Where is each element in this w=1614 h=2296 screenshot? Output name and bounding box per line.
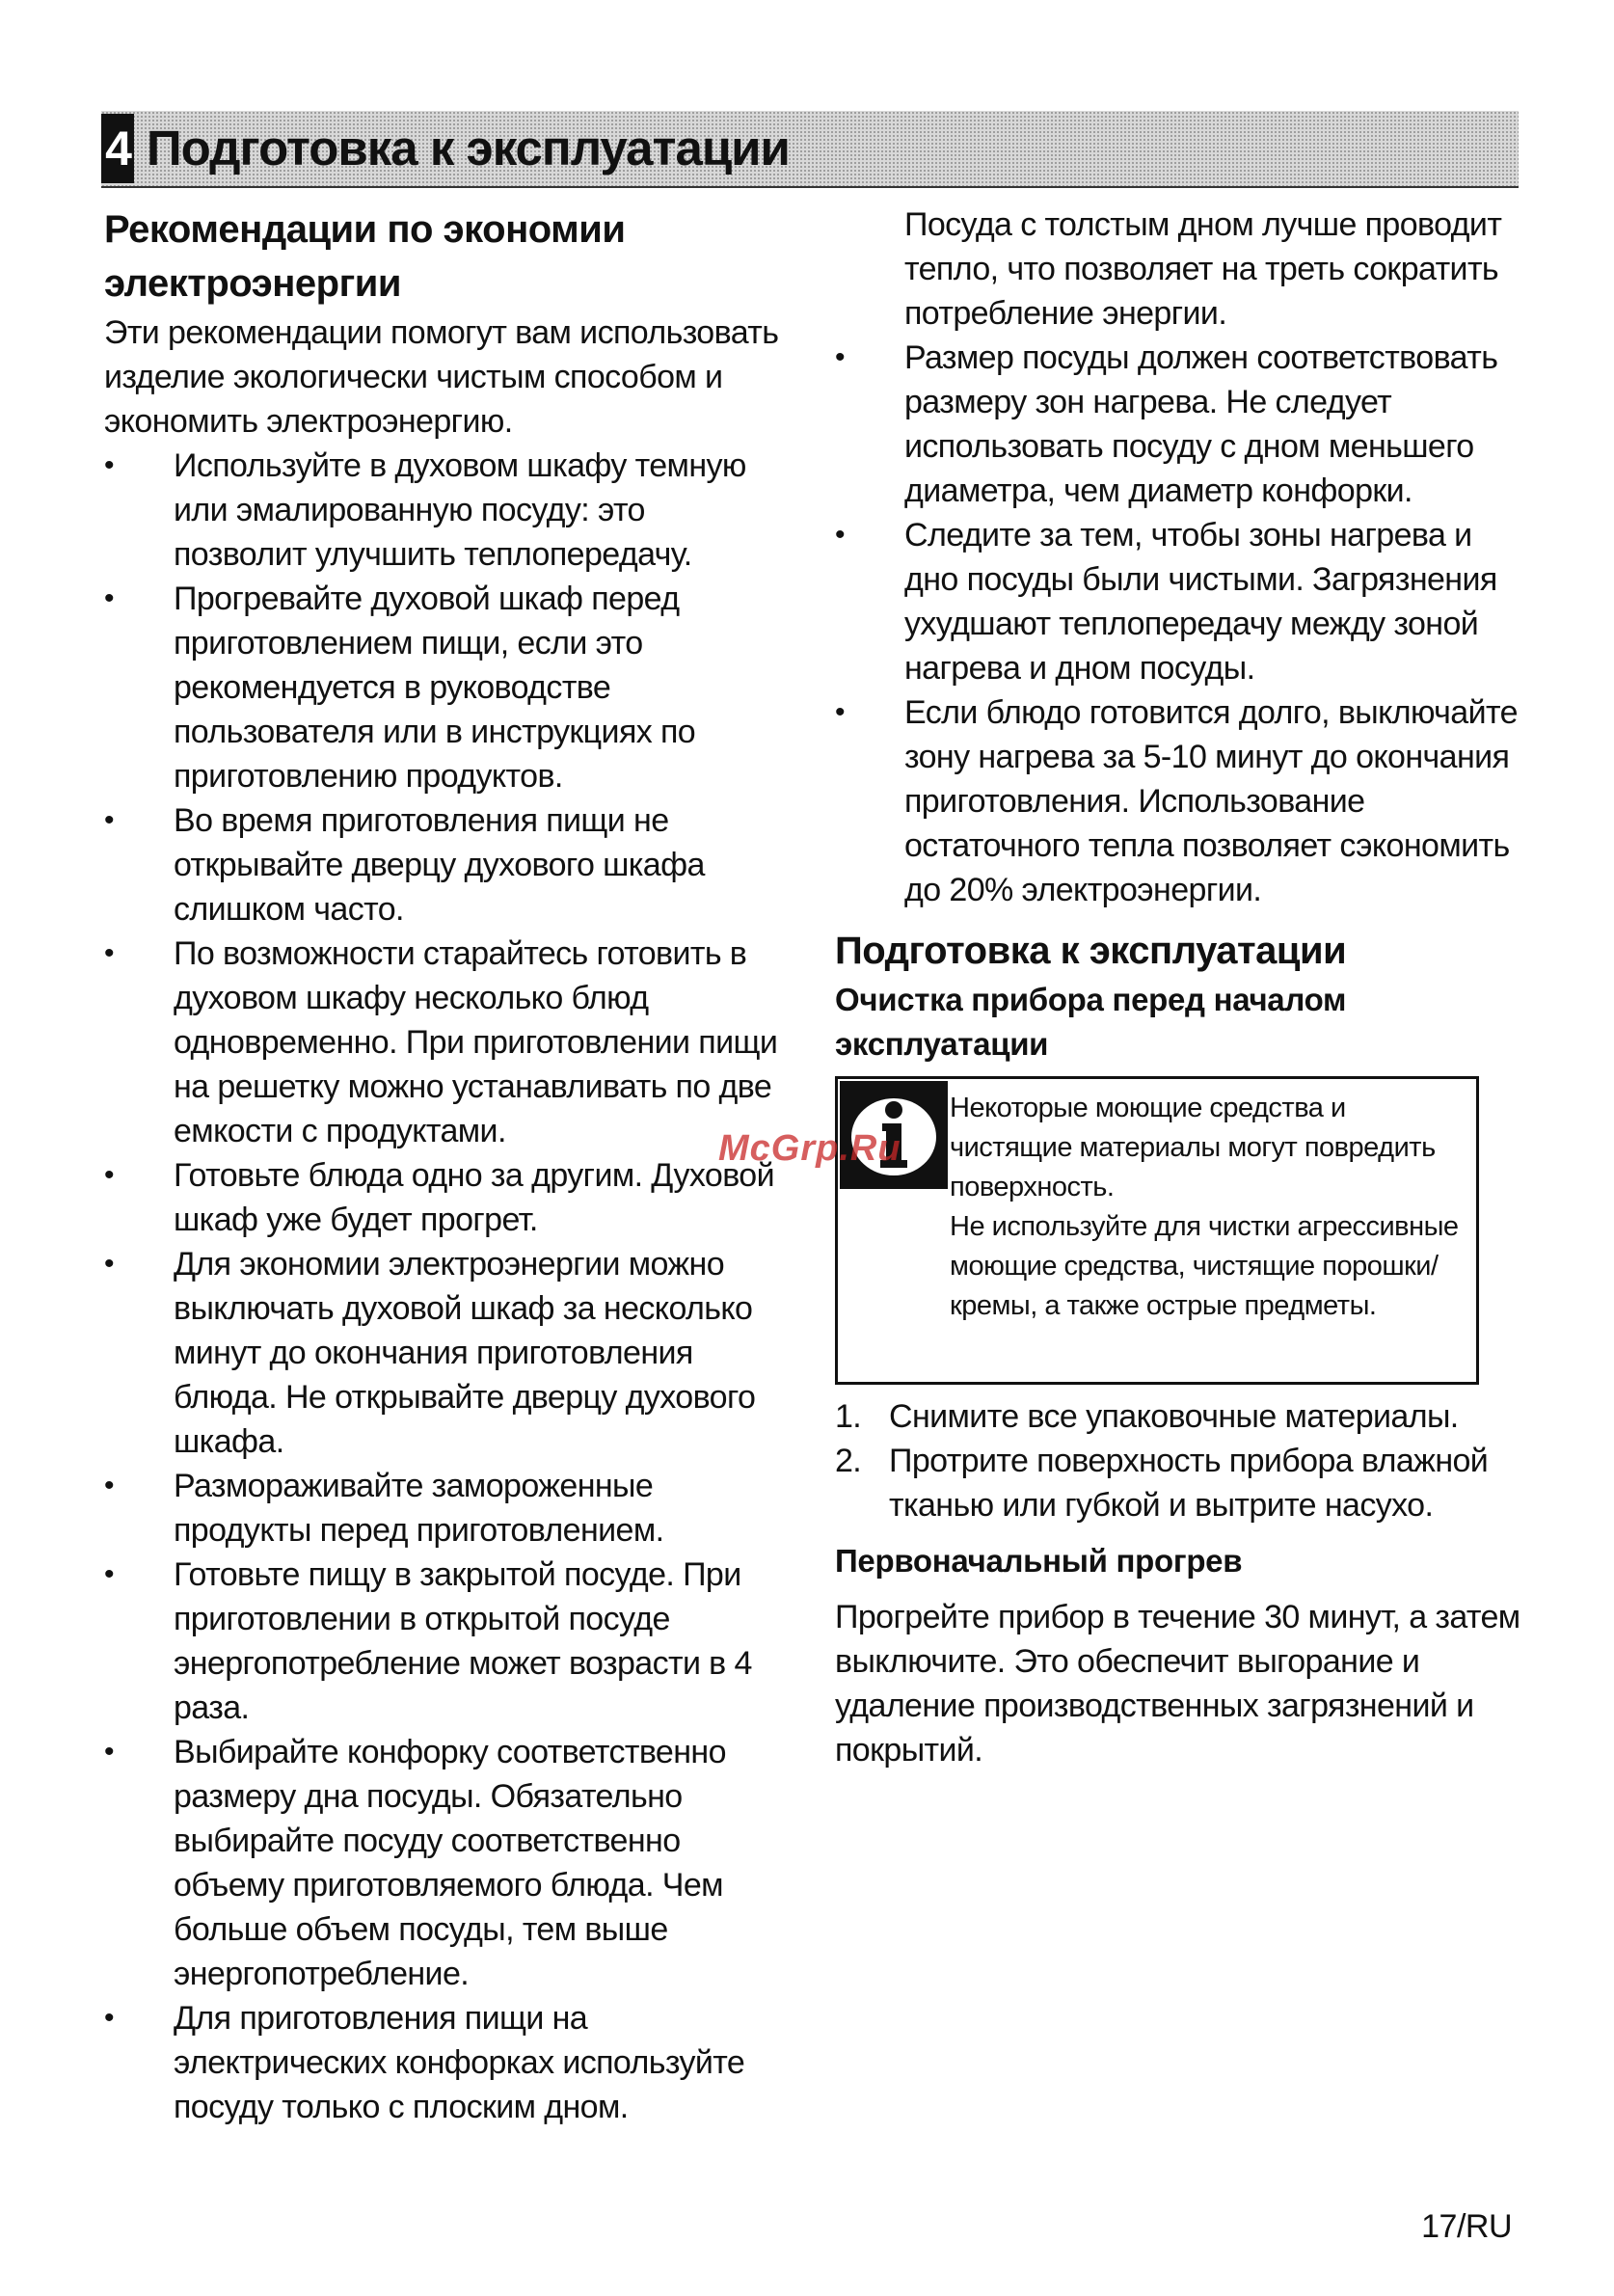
step-text: Протрите поверхность прибора влажной тканью или губкой и вытрите насухо.: [889, 1443, 1489, 1524]
page-number: 17/RU: [1421, 2208, 1512, 2245]
energy-saving-heading: Рекомендации по экономии электроэнергии: [104, 208, 626, 305]
list-item: • Размораживайте замороженные продукты перед приготовлением.: [104, 1464, 779, 1553]
energy-saving-list-continued: [835, 336, 1521, 912]
list-item: • Для экономии электроэнергии можно выключать духовой шкаф за несколько минут до окончания приготовления блюда. Не открывайте дверцу духового шкафа.: [104, 1242, 779, 1464]
warning-note: [835, 1076, 1479, 1385]
list-item: • Прогревайте духовой шкаф перед приготовлением пищи, если это рекомендуется в руководстве пользователя или в инструкциях по приготовлению продуктов.: [104, 577, 779, 798]
list-item: • Используйте в духовом шкафу темную или эмалированную посуду: это позволит улучшить теплопередачу.: [104, 444, 779, 577]
watermark: McGrp.Ru: [718, 1128, 901, 1169]
list-item: • Следите за тем, чтобы зоны нагрева и дно посуды были чистыми. Загрязнения ухудшают теплопередачу между зоной нагрева и дном посуды.: [835, 513, 1521, 690]
list-item: • Готовьте блюда одно за другим. Духовой шкаф уже будет прогрет.: [104, 1153, 779, 1242]
list-item: • Во время приготовления пищи не открывайте дверцу духового шкафа слишком часто.: [104, 798, 779, 932]
cookware-continuation: Посуда с толстым дном лучше проводит тепло, что позволяет на треть сократить потребление энергии.: [904, 206, 1502, 332]
step-number: 1.: [835, 1398, 862, 1435]
list-item: [835, 1394, 1521, 1439]
right-column: [835, 203, 1521, 1772]
list-item: • По возможности старайтесь готовить в духовом шкафу несколько блюд одновременно. При приготовлении пищи на решетку можно устанавливать по две емкости с продуктами.: [104, 932, 779, 1153]
energy-saving-intro: Эти рекомендации помогут вам использовать изделие экологически чистым способом и экономить электроэнергию.: [104, 314, 779, 440]
left-column: [104, 203, 779, 2129]
chapter-number: 4: [101, 114, 134, 183]
note-text-2: Не используйте для чистки агрессивные моющие средства, чистящие порошки/кремы, а также острые предметы.: [950, 1211, 1459, 1321]
cleaning-steps: [835, 1394, 1521, 1527]
list-item: • Выбирайте конфорку соответственно размеру дна посуды. Обязательно выбирайте посуду соответственно объему приготовляемого блюда. Чем больше объем посуды, тем выше энергопотребление.: [104, 1730, 779, 1996]
list-item: • Для приготовления пищи на электрических конфорках используйте посуду только с плоским дном.: [104, 1996, 779, 2129]
cleaning-subheading: Очистка прибора перед началом эксплуатации: [835, 982, 1347, 1062]
list-item: • Размер посуды должен соответствовать размеру зон нагрева. Не следует использовать посуду с дном меньшего диаметра, чем диаметр конфорки.: [835, 336, 1521, 513]
list-item: • Готовьте пищу в закрытой посуде. При приготовлении в открытой посуде энергопотребление может возрасти в 4 раза.: [104, 1553, 779, 1730]
chapter-title: Подготовка к эксплуатации: [147, 121, 790, 176]
step-number: 2.: [835, 1443, 862, 1479]
preparation-heading: Подготовка к эксплуатации: [835, 930, 1347, 972]
energy-saving-list: [104, 444, 779, 2129]
list-item: • Если блюдо готовится долго, выключайте зону нагрева за 5-10 минут до окончания приготовления. Использование остаточного тепла позволяет сэкономить до 20% электроэнергии.: [835, 690, 1521, 912]
list-item: [835, 1439, 1521, 1527]
note-text-1: Некоторые моющие средства и чистящие материалы могут повредить поверхность.: [950, 1093, 1436, 1202]
preheat-subheading: Первоначальный прогрев: [835, 1543, 1243, 1579]
step-text: Снимите все упаковочные материалы.: [889, 1398, 1459, 1435]
preheat-text: Прогрейте прибор в течение 30 минут, а затем выключите. Это обеспечит выгорание и удаление производственных загрязнений и покрытий.: [835, 1599, 1520, 1769]
